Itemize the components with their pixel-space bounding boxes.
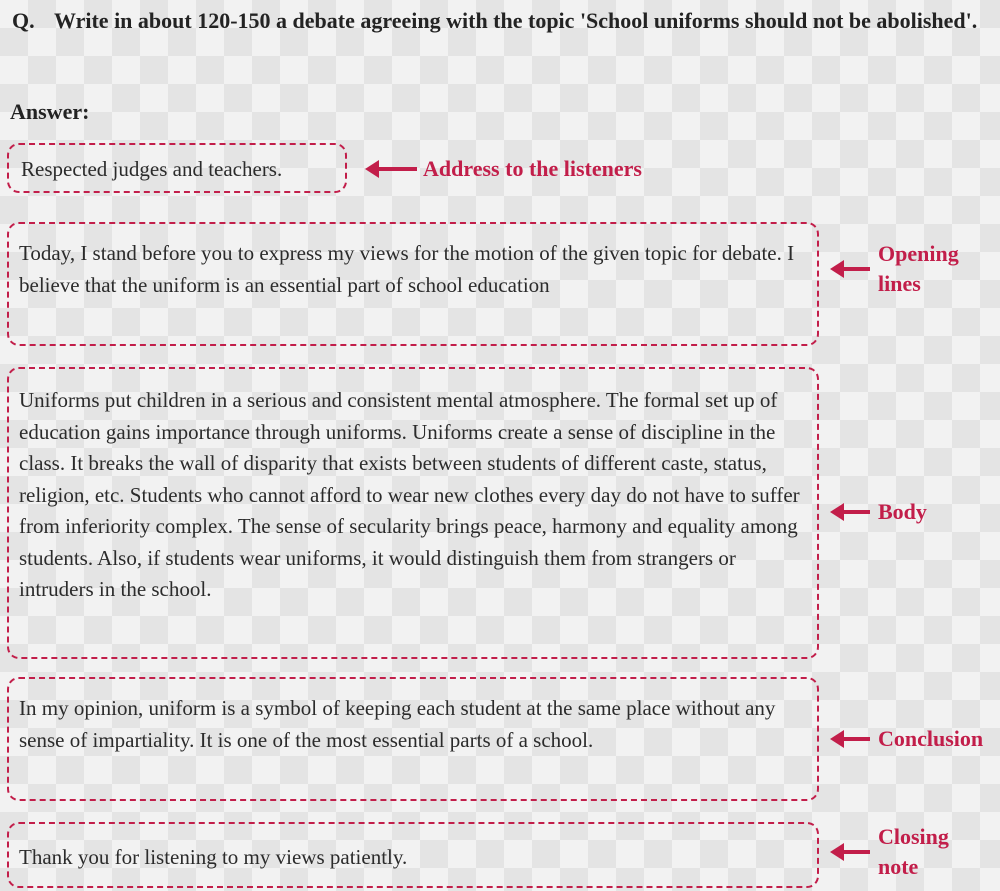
closing-text: Thank you for listening to my views patiently.: [19, 845, 408, 869]
opening-text: Today, I stand before you to express my views for the motion of the given topic for debate. I believe that the uniform is an essential part of school education: [19, 241, 795, 297]
body-text: Uniforms put children in a serious and consistent mental atmosphere. The formal set up of education gains importance through uniforms. Uniforms create a sense of discipline in the class. It breaks the wall of disparity that exists between students of different caste, status, religion, etc. Students who cannot afford to wear new clothes every day do not have to suffer from inferiority complex. The sense of secularity brings peace, harmony and equality among students. Also, if students wear uniforms, it would distinguish them from strangers or intruders in the school.: [19, 388, 800, 601]
address-label: [365, 154, 642, 184]
address-box: [7, 143, 347, 193]
question: [12, 4, 987, 37]
question-number: Q.: [12, 8, 35, 33]
closing-label: [830, 822, 949, 882]
opening-box: [7, 222, 819, 346]
conclusion-label-text: Conclusion: [878, 726, 984, 751]
arrow-left-icon: [377, 167, 417, 171]
closing-label-line2: note: [878, 854, 919, 879]
address-text: Respected judges and teachers.: [21, 157, 283, 181]
opening-label-line1: Opening: [878, 241, 959, 266]
closing-box: [7, 822, 819, 888]
address-label-text: Address to the listeners: [423, 156, 642, 181]
body-box: [7, 367, 819, 659]
answer-label: Answer:: [10, 99, 90, 124]
conclusion-box: [7, 677, 819, 801]
opening-label: [830, 239, 959, 299]
arrow-left-icon: [842, 510, 870, 514]
closing-label-line1: Closing: [878, 824, 949, 849]
arrow-left-icon: [842, 850, 870, 854]
question-text: Write in about 120-150 a debate agreeing with the topic 'School uniforms should not be abolished'.: [54, 8, 978, 33]
body-label: [830, 497, 927, 527]
opening-label-line2: lines: [878, 271, 921, 296]
conclusion-label: [830, 724, 983, 754]
body-label-text: Body: [878, 499, 927, 524]
arrow-left-icon: [842, 267, 870, 271]
arrow-left-icon: [842, 737, 870, 741]
conclusion-text: In my opinion, uniform is a symbol of keeping each student at the same place without any sense of impartiality. It is one of the most essential parts of a school.: [19, 696, 776, 752]
